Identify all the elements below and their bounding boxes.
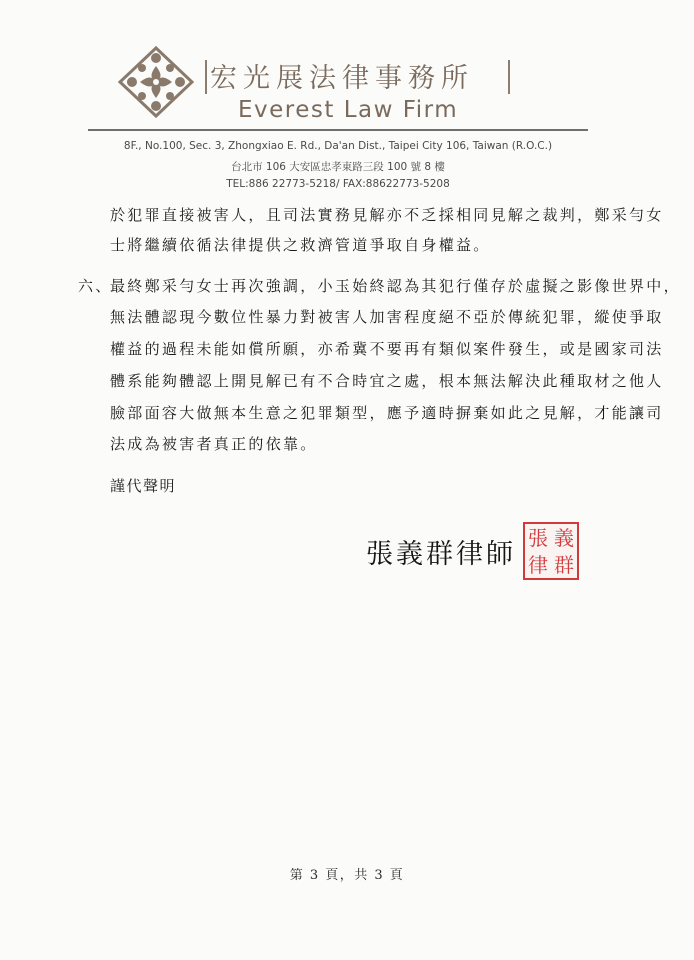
paragraph-line: 於犯罪直接被害人，且司法實務見解亦不乏採相同見解之裁判，鄭采勻女 xyxy=(110,206,664,224)
paragraph-line: 士將繼續依循法律提供之救濟管道爭取自身權益。 xyxy=(110,236,491,254)
fleur-lattice-logo-icon xyxy=(116,44,196,120)
address-chinese: 台北市 106 大安區忠孝東路三段 100 號 8 樓 xyxy=(231,161,445,173)
letterhead-divider-right xyxy=(508,60,510,94)
seal-character: 義 xyxy=(554,525,574,550)
paragraph-line: 法成為被害者真正的依靠。 xyxy=(110,435,318,453)
signature-name: 張義群律師 xyxy=(366,539,516,570)
paragraph-line: 權益的過程未能如償所願，亦希冀不要再有類似案件發生，或是國家司法 xyxy=(110,340,664,358)
seal-character: 群 xyxy=(554,552,574,577)
firm-name-chinese: 宏光展法律事務所 xyxy=(210,63,474,94)
firm-name-english: Everest Law Firm xyxy=(238,97,459,123)
section-number: 六、 xyxy=(78,277,113,295)
paragraph-line: 臉部面容大做無本生意之犯罪類型，應予適時摒棄如此之見解，才能讓司 xyxy=(110,404,664,422)
seal-character: 律 xyxy=(528,552,548,577)
closing-statement: 謹代聲明 xyxy=(110,477,177,495)
red-seal-stamp xyxy=(523,522,579,580)
paragraph-line: 最終鄭采勻女士再次強調，小玉始終認為其犯行僅存於虛擬之影像世界中， xyxy=(110,277,681,295)
paragraph-line: 體系能夠體認上開見解已有不合時宜之處，根本無法解決此種取材之他人 xyxy=(110,372,664,390)
contact-phone-fax: TEL:886 22773-5218/ FAX:88622773-5208 xyxy=(226,178,450,190)
letterhead-divider-left xyxy=(205,60,207,94)
seal-character: 張 xyxy=(528,525,548,550)
address-english: 8F., No.100, Sec. 3, Zhongxiao E. Rd., Da'an Dist., Taipei City 106, Taiwan (R.O.C.) xyxy=(123,140,553,152)
page-number: 第 3 頁，共 3 頁 xyxy=(289,868,405,883)
letterhead-rule xyxy=(88,129,588,131)
paragraph-line: 無法體認現今數位性暴力對被害人加害程度絕不亞於傳統犯罪，縱使爭取 xyxy=(110,308,664,326)
